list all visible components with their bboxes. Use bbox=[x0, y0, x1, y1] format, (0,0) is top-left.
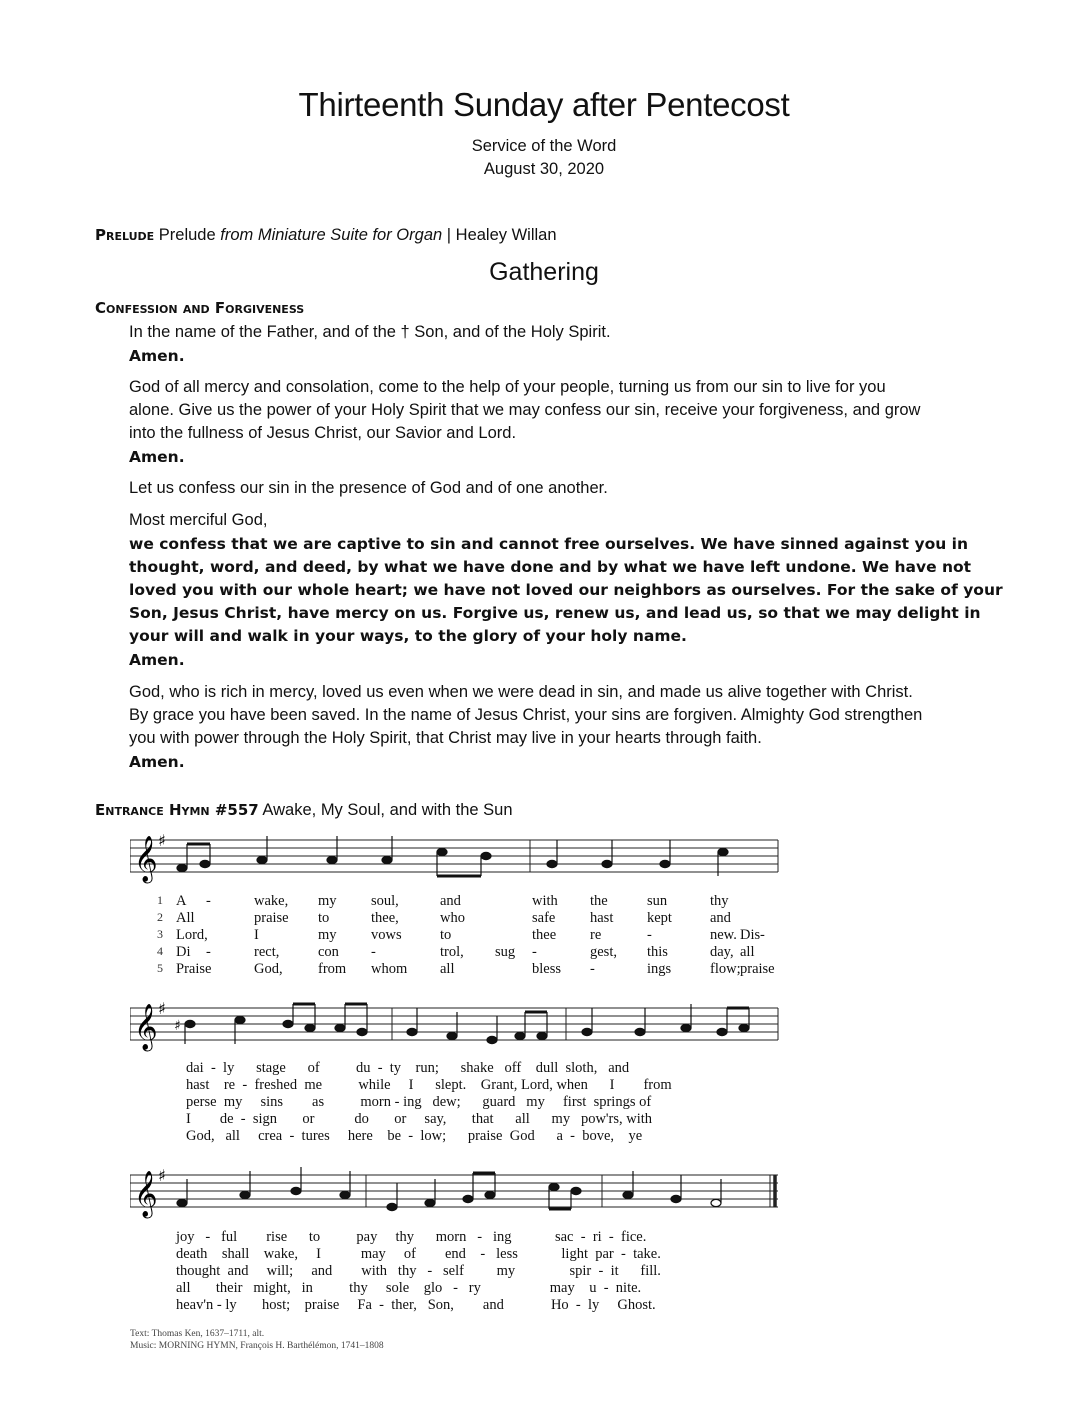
verse-number: 1 bbox=[157, 893, 163, 907]
hymn-text-credit: Text: Thomas Ken, 1637–1711, alt. bbox=[130, 1329, 265, 1339]
lyric-syllable: with bbox=[532, 893, 558, 909]
verse-number: 3 bbox=[157, 927, 163, 941]
confession-text-line: Son, Jesus Christ, have mercy on us. Forgive us, renew us, and lead us, so that we may delight in bbox=[129, 604, 981, 622]
lyric-syllable: thee bbox=[532, 927, 557, 943]
music-staff-1 bbox=[130, 830, 780, 890]
prelude-title: Prelude bbox=[158, 226, 216, 244]
lyric-syllable: the bbox=[590, 893, 608, 909]
lyric-syllable: - bbox=[532, 944, 537, 960]
lyric-syllable: Di bbox=[176, 944, 191, 960]
music-staff-3 bbox=[130, 1165, 780, 1225]
absolution-line: God, who is rich in mercy, loved us even when we were dead in sin, and made us alive together with Christ. bbox=[129, 683, 913, 701]
service-date: August 30, 2020 bbox=[483, 160, 605, 178]
treble-clef-icon: 𝄞 bbox=[134, 1004, 158, 1050]
hymn-music-credit: Music: MORNING HYMN, François H. Barthélémon, 1741–1808 bbox=[130, 1341, 384, 1351]
lyric-line: joy - ful rise to pay thy morn - ing sac - ri - fice. bbox=[176, 1229, 647, 1245]
lyric-line: perse my sins as morn - ing dew; guard my first springs of bbox=[186, 1094, 652, 1110]
lyric-syllable: to bbox=[318, 910, 330, 926]
confession-rubric: Confession and Forgiveness bbox=[95, 299, 305, 317]
absolution-line: By grace you have been saved. In the name of Jesus Christ, your sins are forgiven. Almighty God strengthen bbox=[129, 706, 923, 724]
lyric-syllable: my bbox=[318, 927, 337, 943]
svg-text:♯: ♯ bbox=[174, 1018, 181, 1034]
lyric-syllable: and bbox=[710, 910, 731, 926]
lyric-syllable: vows bbox=[371, 927, 402, 943]
lyric-syllable: - bbox=[590, 961, 595, 977]
lyric-syllable: trol, bbox=[440, 944, 464, 960]
prelude-source: from Miniature Suite for Organ bbox=[220, 226, 443, 244]
sharp-icon: ♯ bbox=[158, 1166, 166, 1185]
amen-response: Amen. bbox=[129, 448, 185, 466]
lyric-syllable: re bbox=[590, 927, 602, 943]
lyric-syllable: from bbox=[318, 961, 347, 977]
lyric-syllable: all bbox=[440, 961, 455, 977]
lyric-line: God, all crea - tures here be - low; praise God a - bove, ye bbox=[186, 1128, 643, 1144]
lyric-syllable: - bbox=[371, 944, 376, 960]
confession-invocation: In the name of the Father, and of the † Son, and of the Holy Spirit. bbox=[129, 323, 611, 341]
lyric-syllable: kept bbox=[647, 910, 672, 926]
hymn-rubric: Entrance Hymn #557 bbox=[95, 801, 259, 819]
lyric-syllable: I bbox=[254, 927, 259, 943]
verse-number: 2 bbox=[157, 910, 163, 924]
prelude-composer: Healey Willan bbox=[455, 226, 557, 244]
lyric-syllable: Lord, bbox=[176, 927, 208, 943]
section-heading-gathering: Gathering bbox=[489, 258, 599, 286]
lyric-line: heav'n - ly host; praise Fa - ther, Son, and Ho - ly Ghost. bbox=[176, 1297, 656, 1313]
lyric-syllable: whom bbox=[371, 961, 408, 977]
confession-text-line: your will and walk in your ways, to the glory of your holy name. bbox=[129, 627, 687, 645]
prayer-line: into the fullness of Jesus Christ, our Savior and Lord. bbox=[129, 424, 517, 442]
lyric-line: thought and will; and with thy - self my spir - it fill. bbox=[176, 1263, 661, 1279]
lyric-syllable: praise bbox=[740, 961, 775, 977]
lyric-syllable: ings bbox=[647, 961, 672, 977]
lyric-syllable: - bbox=[760, 927, 765, 943]
sharp-icon: ♯ bbox=[158, 999, 166, 1018]
lyric-syllable: and bbox=[440, 893, 461, 909]
lyric-syllable: to bbox=[440, 927, 452, 943]
treble-clef-icon: 𝄞 bbox=[134, 1171, 158, 1217]
absolution-line: you with power through the Holy Spirit, that Christ may live in your hearts through faith. bbox=[129, 729, 762, 747]
lyric-syllable: this bbox=[647, 944, 668, 960]
lyric-syllable: con bbox=[318, 944, 339, 960]
lyric-syllable: sug bbox=[495, 944, 516, 960]
service-name: Service of the Word bbox=[471, 137, 617, 155]
lyric-syllable: A bbox=[176, 893, 187, 909]
lyric-line: death shall wake, I may of end - less light par - take. bbox=[176, 1246, 661, 1262]
lyric-syllable: Dis bbox=[740, 927, 761, 943]
lyric-syllable: - bbox=[647, 927, 652, 943]
prelude-line bbox=[95, 226, 557, 245]
notes bbox=[177, 1167, 721, 1211]
prayer-line: alone. Give us the power of your Holy Spirit that we may confess our sin, receive your forgiveness, and grow bbox=[129, 401, 921, 419]
hymn-title: Awake, My Soul, and with the Sun bbox=[262, 801, 513, 819]
lyric-line: all their might, in thy sole glo - ry may u - nite. bbox=[176, 1280, 642, 1296]
lyric-syllable: hast bbox=[590, 910, 614, 926]
lyric-syllable: - bbox=[206, 893, 211, 909]
lyric-syllable: praise bbox=[254, 910, 289, 926]
confession-invitation: Let us confess our sin in the presence of God and of one another. bbox=[129, 479, 608, 497]
lyric-syllable: Praise bbox=[176, 961, 212, 977]
lyric-syllable: bless bbox=[532, 961, 561, 977]
lyric-syllable: day, bbox=[710, 944, 734, 960]
lyric-syllable: sun bbox=[647, 893, 668, 909]
lyric-syllable: new. bbox=[710, 927, 737, 943]
sharp-icon: ♯ bbox=[158, 831, 166, 850]
prelude-rubric: Prelude bbox=[95, 226, 155, 244]
confession-address: Most merciful God, bbox=[129, 511, 268, 529]
lyric-syllable: all bbox=[740, 944, 755, 960]
lyric-syllable: thee, bbox=[371, 910, 399, 926]
amen-response: Amen. bbox=[129, 651, 185, 669]
lyric-syllable: thy bbox=[710, 893, 729, 909]
lyric-syllable: rect, bbox=[254, 944, 280, 960]
lyric-syllable: gest, bbox=[590, 944, 617, 960]
prelude-separator: | bbox=[446, 226, 452, 244]
lyric-line: dai - ly stage of du - ty run; shake off dull sloth, and bbox=[186, 1060, 630, 1076]
lyric-syllable: soul, bbox=[371, 893, 399, 909]
lyric-syllable: God, bbox=[254, 961, 283, 977]
lyric-line: I de - sign or do or say, that all my pow'rs, with bbox=[186, 1111, 653, 1127]
confession-text-line: loved you with our whole heart; we have not loved our neighbors as ourselves. For the sake of your bbox=[129, 581, 1003, 599]
amen-response: Amen. bbox=[129, 753, 185, 771]
lyric-line: hast re - freshed me while I slept. Grant, Lord, when I from bbox=[186, 1077, 672, 1093]
lyric-syllable: - bbox=[206, 944, 211, 960]
lyric-syllable: who bbox=[440, 910, 465, 926]
hymn-heading bbox=[95, 801, 513, 820]
music-staff-2 bbox=[130, 998, 780, 1058]
verse-number: 4 bbox=[157, 944, 163, 958]
lyric-syllable: flow; bbox=[710, 961, 741, 977]
amen-response: Amen. bbox=[129, 347, 185, 365]
lyric-syllable: All bbox=[176, 910, 195, 926]
prayer-line: God of all mercy and consolation, come to the help of your people, turning us from our sin to live for you bbox=[129, 378, 886, 396]
verse-number: 5 bbox=[157, 961, 163, 975]
page-title: Thirteenth Sunday after Pentecost bbox=[298, 86, 790, 123]
lyric-syllable: safe bbox=[532, 910, 556, 926]
lyric-syllable: my bbox=[318, 893, 337, 909]
confession-text-line: thought, word, and deed, by what we have done and by what we have left undone. We have not bbox=[129, 558, 972, 576]
treble-clef-icon: 𝄞 bbox=[134, 836, 158, 882]
confession-text-line: we confess that we are captive to sin and cannot free ourselves. We have sinned against you in bbox=[129, 535, 969, 553]
lyric-syllable: wake, bbox=[254, 893, 289, 909]
